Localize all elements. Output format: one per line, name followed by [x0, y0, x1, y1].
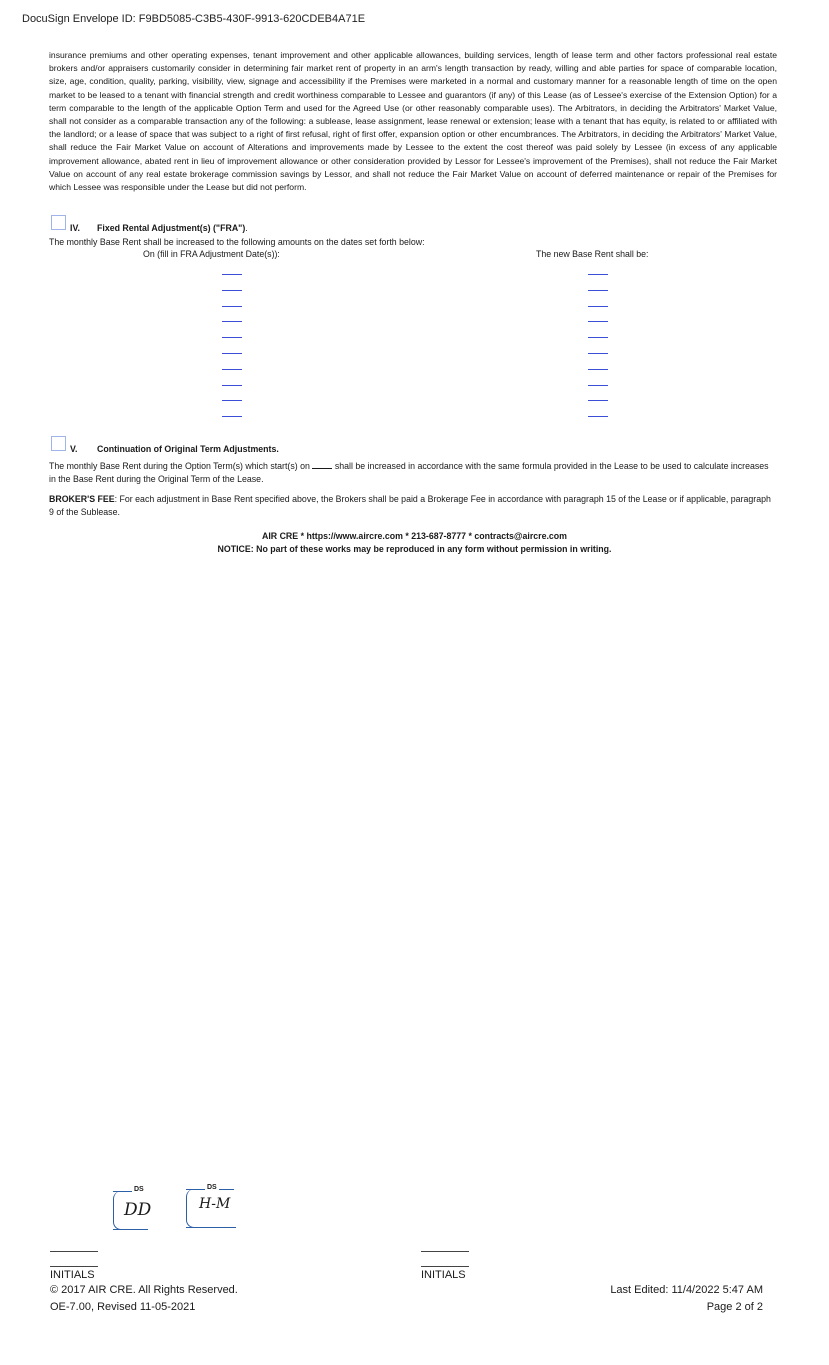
notice-line: NOTICE: No part of these works may be reproduced in any form without permission in writing.: [217, 544, 612, 554]
section-iv-suffix: .: [245, 223, 248, 233]
new-base-rent-blank[interactable]: [588, 306, 608, 307]
fra-date-blank[interactable]: [222, 337, 242, 338]
section-v-text-after: shall be increased in accordance with the same formula provided in the Lease to be used to calculate increases in the Base Rent during the Original Term of the Lease.: [49, 461, 769, 484]
initial-signature-2: H-M: [199, 1196, 231, 1212]
new-base-rent-blank[interactable]: [588, 353, 608, 354]
new-base-rent-blank[interactable]: [588, 337, 608, 338]
initials-line-left-1: [50, 1251, 98, 1252]
initials-label-left: INITIALS: [50, 1269, 95, 1281]
new-base-rent-blank[interactable]: [588, 369, 608, 370]
fra-date-blank[interactable]: [222, 306, 242, 307]
fra-date-blank[interactable]: [222, 353, 242, 354]
section-iv-checkbox[interactable]: [51, 215, 66, 230]
fra-date-blank[interactable]: [222, 369, 242, 370]
envelope-id: DocuSign Envelope ID: F9BD5085-C3B5-430F-9913-620CDEB4A71E: [22, 13, 366, 25]
section-v-text: [49, 459, 777, 485]
initial-box-2-bottom: [186, 1227, 236, 1228]
fra-date-blank[interactable]: [222, 400, 242, 401]
section-iv-heading: [70, 223, 248, 233]
option-term-start-blank[interactable]: [312, 459, 332, 469]
new-base-rent-blank[interactable]: [588, 385, 608, 386]
new-base-rent-blank[interactable]: [588, 321, 608, 322]
initial-box-1-label: DS: [134, 1186, 144, 1193]
new-base-rent-blank[interactable]: [588, 400, 608, 401]
new-base-rent-blank[interactable]: [588, 290, 608, 291]
fra-date-blank[interactable]: [222, 385, 242, 386]
fra-date-column-header: On (fill in FRA Adjustment Date(s)):: [143, 249, 280, 259]
initials-label-right: INITIALS: [421, 1269, 466, 1281]
section-v-number: V.: [70, 444, 78, 454]
last-edited: Last Edited: 11/4/2022 5:47 AM: [610, 1284, 763, 1296]
new-base-rent-blank[interactable]: [588, 416, 608, 417]
fra-date-blank[interactable]: [222, 321, 242, 322]
section-v-title: Continuation of Original Term Adjustments.: [97, 444, 279, 454]
initial-box-2-label: DS: [207, 1184, 217, 1191]
brokers-fee-text: : For each adjustment in Base Rent specified above, the Brokers shall be paid a Brokerage Fee in accordance with paragraph 15 of the Lease or if applicable, paragraph 9 of the Sublease.: [49, 494, 771, 517]
initial-signature-1: DD: [124, 1200, 152, 1220]
brokers-fee-paragraph: [49, 493, 777, 518]
section-v-text-before: The monthly Base Rent during the Option Term(s) which start(s) on: [49, 461, 310, 471]
fra-date-blank[interactable]: [222, 416, 242, 417]
page-number: Page 2 of 2: [706, 1301, 763, 1313]
copyright: © 2017 AIR CRE. All Rights Reserved.: [50, 1284, 238, 1296]
contact-line: AIR CRE * https://www.aircre.com * 213-687-8777 * contracts@aircre.com: [261, 531, 568, 541]
initial-box-1-bottom: [113, 1229, 148, 1230]
initials-line-left-2: [50, 1266, 98, 1267]
section-iv-number: IV.: [70, 223, 80, 233]
fra-date-blank[interactable]: [222, 290, 242, 291]
new-base-rent-blank[interactable]: [588, 274, 608, 275]
new-base-rent-column-header: The new Base Rent shall be:: [536, 249, 649, 259]
fra-date-blank[interactable]: [222, 274, 242, 275]
section-v-heading: [70, 444, 279, 454]
initials-line-right-1: [421, 1251, 469, 1252]
form-id: OE-7.00, Revised 11-05-2021: [50, 1301, 196, 1313]
initials-line-right-2: [421, 1266, 469, 1267]
section-iv-intro: The monthly Base Rent shall be increased to the following amounts on the dates set forth below:: [49, 237, 425, 247]
intro-paragraph: insurance premiums and other operating expenses, tenant improvement and other applicable allowances, building services, length of lease term and other factors professional real estate brokers and/or appraisers customarily consider in determining fair market rent of property in an arm's length transaction by ready, willing and able parties for space of comparable location, size, age, condition, quality, parking, visibility, view, signage and accessibility if the Premises were marketed in a normal and customary manner for a reasonable length of time on the open market to be leased to a tenant with financial strength and credit worthiness comparable to Lessee and guarantors (if any) of this Lease (as of Lessee's exercise of the Extension Option) for a term comparable to the length of the applicable Option Term and used for the Agreed Use (or other reasonably comparable uses). The Arbitrators, in deciding the Arbitrators' Market Value, shall not consider as a comparable transaction any of the following: a sublease, lease assignment, lease renewal or extension; lease with a tenant that has equity, is related to or affiliated with the landlord; or a lease of space that was subject to a right of first refusal, right of first offer, expansion option or other encumbrances. The Arbitrators, in deciding the Arbitrators' Market Value, shall reduce the Fair Market Value on account of Alterations and improvements made by Lessee to the extent the cost thereof was paid solely by Lessee (in excess of any applicable improvement allowance, abated rent in lieu of improvement allowance or other consideration provided by Lessor for Lessee's improvement of the Premises), shall not reduce the Fair Market Value on account of any real estate brokerage commission savings by Lessor, and shall not reduce the Fair Market Value on account of deferred maintenance or repair of the Premises for which Lessee was responsible under the Lease but did not perform.: [49, 50, 777, 193]
section-iv-title: Fixed Rental Adjustment(s) ("FRA"): [97, 223, 246, 233]
section-v-checkbox[interactable]: [51, 436, 66, 451]
brokers-fee-label: BROKER'S FEE: [49, 494, 115, 504]
